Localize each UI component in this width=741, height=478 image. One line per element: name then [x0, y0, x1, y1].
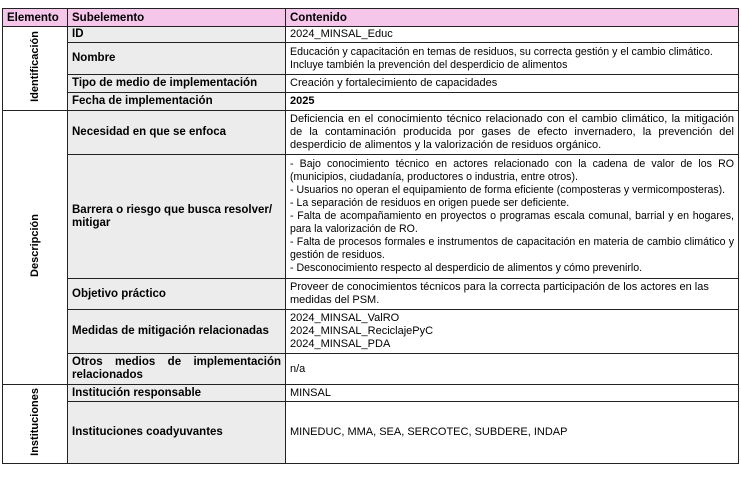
section-label: Descripción	[29, 213, 41, 277]
row-value-nombre: Educación y capacitación en temas de residuos, su correcta gestión y el cambio climático. Incluye también la prevención del desperdicio de alimentos	[286, 43, 739, 75]
row-label-otros: Otros medios de implementación relacionados	[68, 354, 286, 385]
section-label: Identificación	[29, 30, 41, 102]
row-value-otros: n/a	[286, 354, 739, 385]
header-contenido: Contenido	[286, 9, 739, 27]
row-label-id: ID	[68, 27, 286, 43]
row-label-objetivo: Objetivo práctico	[68, 279, 286, 310]
list-item: - Usuarios no operan el equipamiento de forma eficiente (composteras y vermicomposteras).	[290, 184, 726, 196]
table-row	[3, 43, 739, 75]
table-row	[3, 93, 739, 111]
row-label-necesidad: Necesidad en que se enfoca	[68, 111, 286, 155]
row-label-medidas: Medidas de mitigación relacionadas	[68, 310, 286, 354]
row-label-tipo-medio: Tipo de medio de implementación	[68, 75, 286, 93]
table-row	[3, 310, 739, 354]
list-item: - Falta de procesos formales e instrumentos de capacitación en materia de cambio climático y gestión de residuos.	[290, 236, 734, 261]
table-row	[3, 75, 739, 93]
row-label-nombre: Nombre	[68, 43, 286, 75]
row-value-id: 2024_MINSAL_Educ	[286, 27, 739, 43]
row-value-medidas	[286, 310, 739, 354]
row-value-institucion: MINSAL	[286, 385, 739, 402]
row-value-coadyuvantes: MINEDUC, MMA, SEA, SERCOTEC, SUBDERE, INDAP	[286, 402, 739, 464]
row-label-coadyuvantes: Instituciones coadyuvantes	[68, 402, 286, 464]
list-item: 2024_MINSAL_PDA	[290, 338, 391, 350]
row-value-necesidad: Deficiencia en el conocimiento técnico relacionado con el cambio climático, la mitigación de la contaminación producida por gases de efecto invernadero, la prevención del desperdicio de alimentos y la valorización de residuos orgánico.	[286, 111, 739, 155]
table-row	[3, 354, 739, 385]
section-label: Instituciones	[29, 387, 41, 456]
section-instituciones	[3, 385, 68, 464]
list-item: 2024_MINSAL_ReciclajePyC	[290, 325, 434, 337]
table-row	[3, 385, 739, 402]
section-descripcion	[3, 111, 68, 385]
row-label-institucion: Institución responsable	[68, 385, 286, 402]
list-item: 2024_MINSAL_ValRO	[290, 312, 400, 324]
table-row	[3, 27, 739, 43]
header-subelemento: Subelemento	[68, 9, 286, 27]
row-label-barrera: Barrera o riesgo que busca resolver/ mitigar	[68, 155, 286, 279]
list-item: - Falta de acompañamiento en proyectos o programas escala comunal, barrial y en hogares, para la valorización de RO.	[290, 210, 734, 235]
section-identificacion	[3, 27, 68, 111]
header-elemento: Elemento	[3, 9, 68, 27]
table-row	[3, 111, 739, 155]
header-row	[3, 9, 739, 27]
row-value-objetivo: Proveer de conocimientos técnicos para la correcta participación de los actores en las medidas del PSM.	[286, 279, 739, 310]
row-value-barrera	[286, 155, 739, 279]
implementation-table	[2, 8, 739, 464]
row-value-tipo-medio: Creación y fortalecimiento de capacidades	[286, 75, 739, 93]
table-row	[3, 402, 739, 464]
table-row	[3, 279, 739, 310]
table-row	[3, 155, 739, 279]
row-value-fecha: 2025	[286, 93, 739, 111]
list-item: - Bajo conocimiento técnico en actores relacionado con la cadena de valor de los RO (municipios, ciudadanía, productores o industria, entre otros).	[290, 158, 734, 183]
list-item: - Desconocimiento respecto al desperdicio de alimentos y cómo prevenirlo.	[290, 262, 643, 274]
row-label-fecha: Fecha de implementación	[68, 93, 286, 111]
list-item: - La separación de residuos en origen puede ser deficiente.	[290, 197, 570, 209]
